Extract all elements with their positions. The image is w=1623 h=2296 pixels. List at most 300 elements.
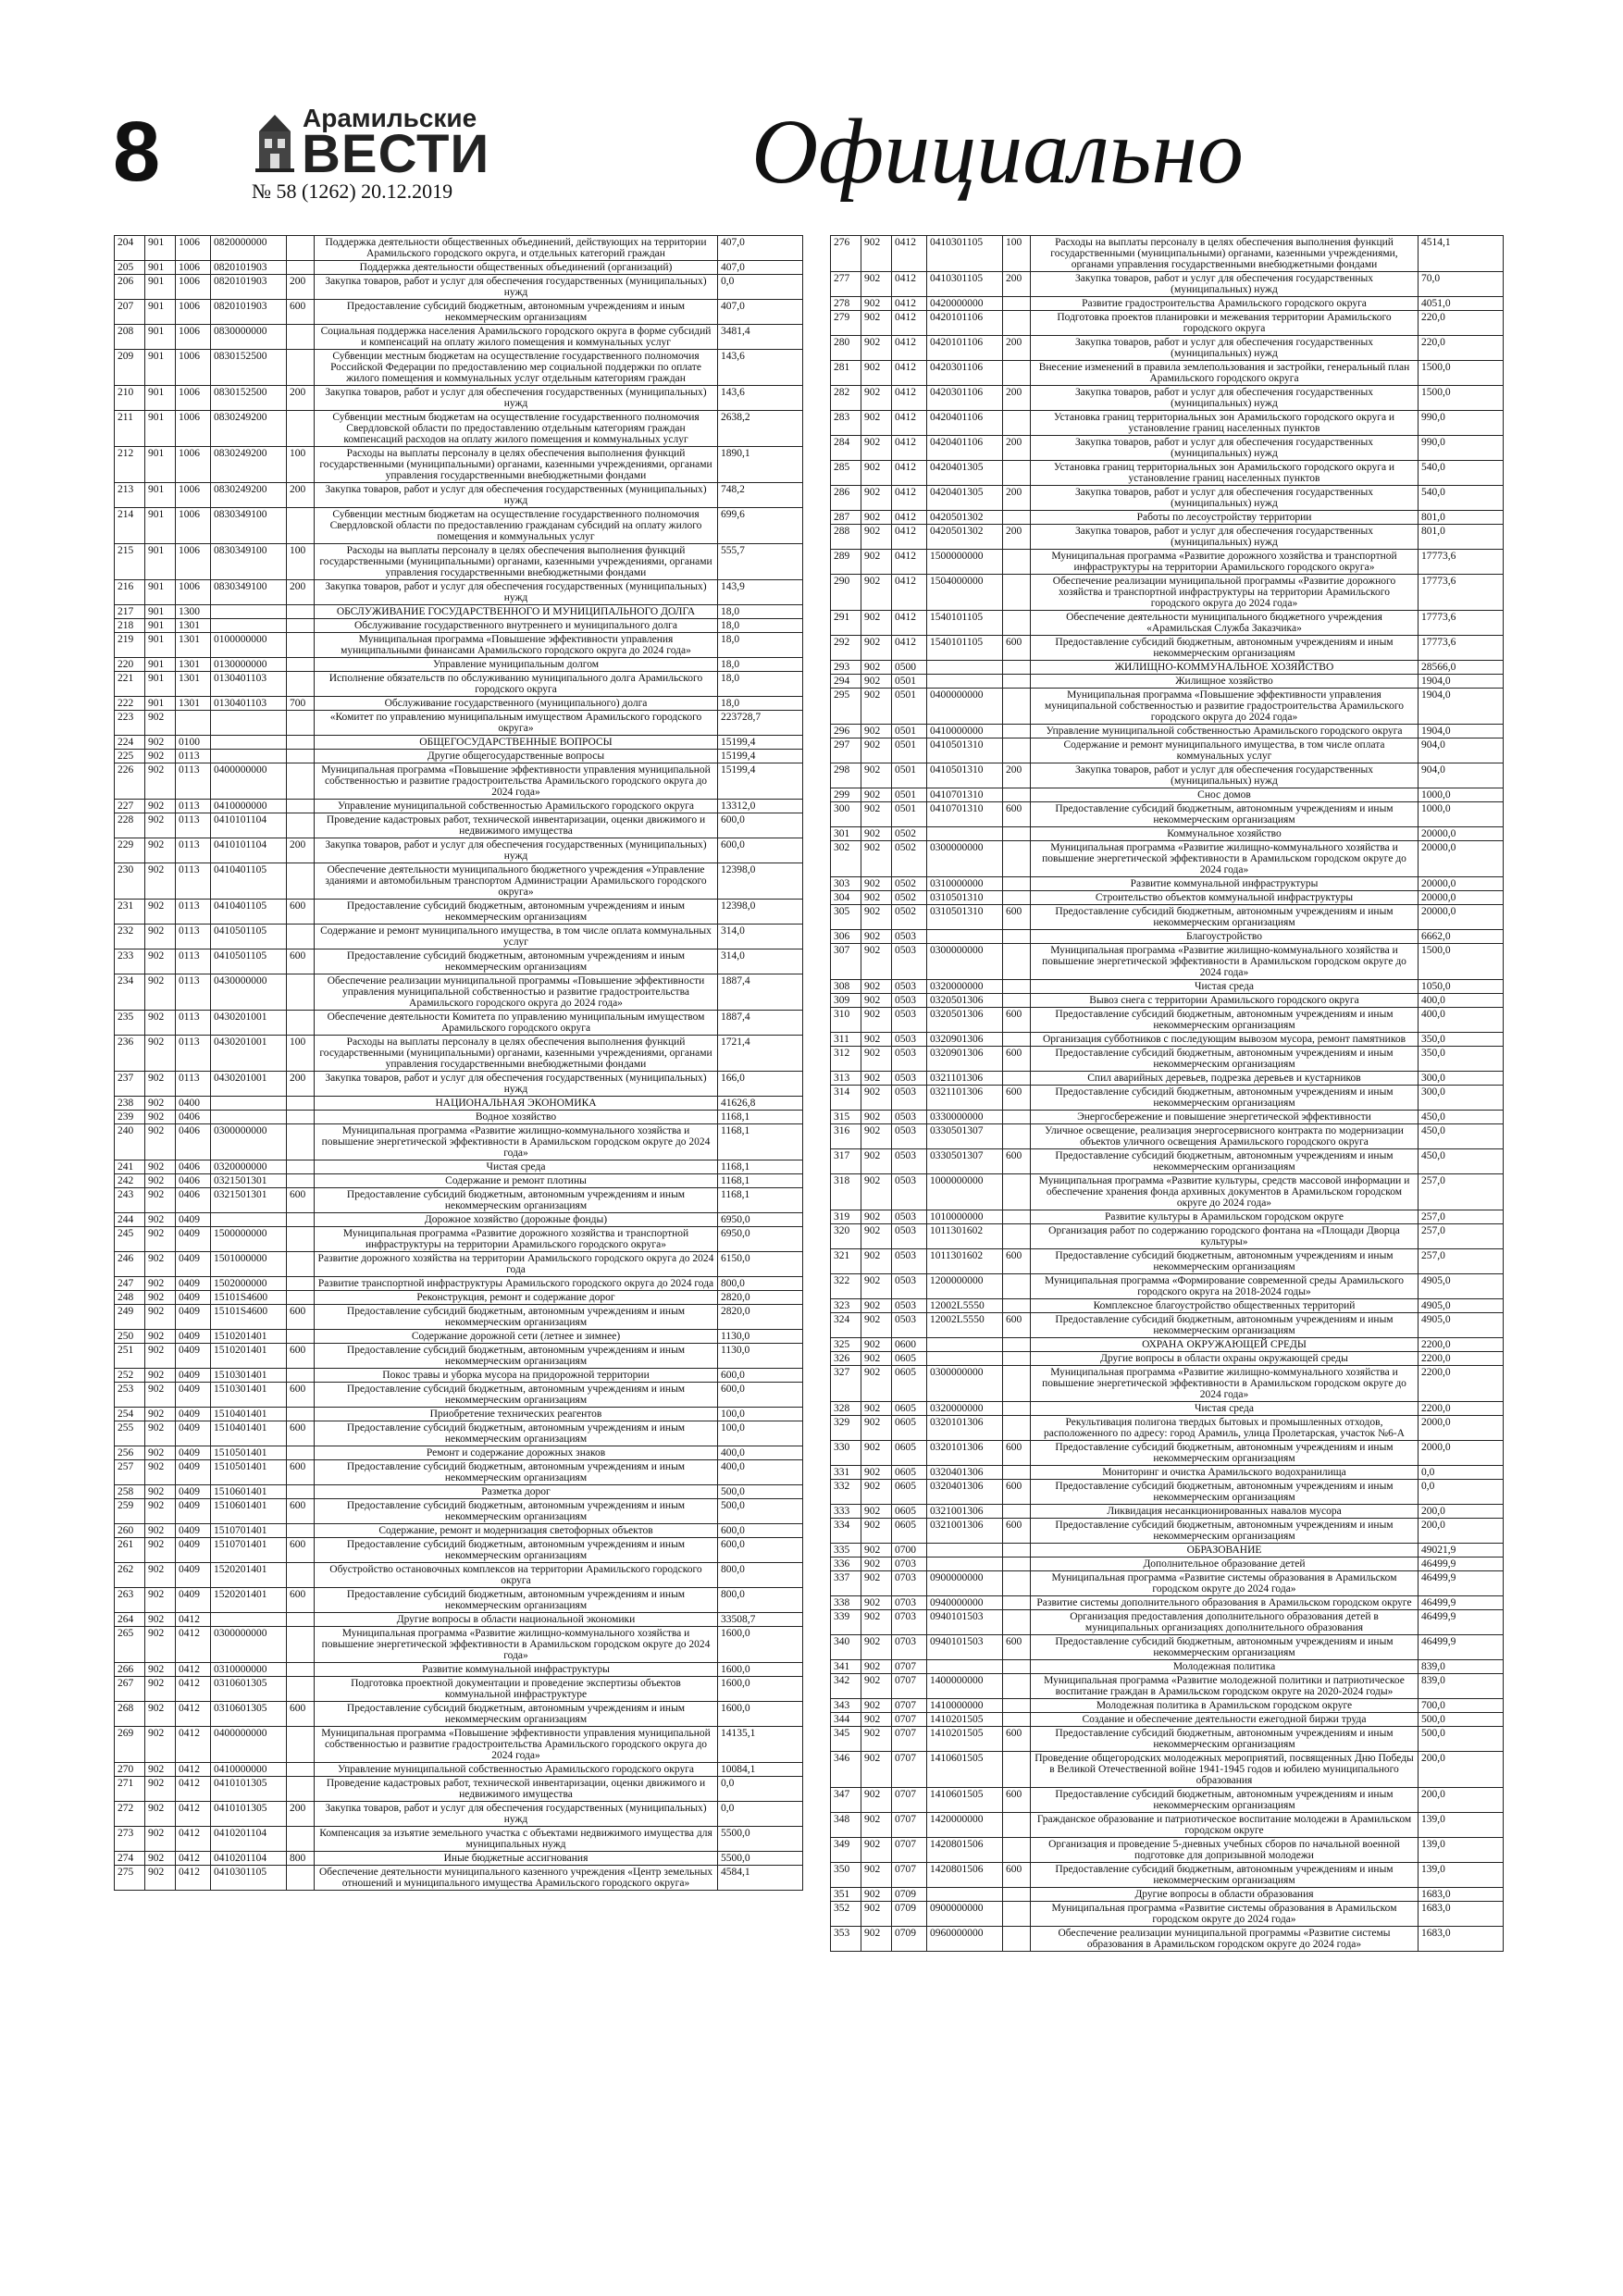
amount: 2200,0 xyxy=(1419,1366,1504,1402)
expense-type-code xyxy=(287,672,315,697)
department-code: 902 xyxy=(861,905,892,930)
amount: 314,0 xyxy=(718,925,803,949)
expense-description: Закупка товаров, работ и услуг для обеспечения государственных (муниципальных) нужд xyxy=(1031,336,1419,361)
row-number: 314 xyxy=(831,1086,861,1111)
expense-type-code xyxy=(287,813,315,838)
amount: 41626,8 xyxy=(718,1097,803,1111)
row-number: 271 xyxy=(115,1777,145,1802)
section-code: 0605 xyxy=(892,1519,927,1544)
department-code: 902 xyxy=(145,1702,176,1727)
row-number: 224 xyxy=(115,736,145,750)
department-code: 902 xyxy=(861,675,892,689)
expense-description: Чистая среда xyxy=(1031,980,1419,994)
target-article-code: 0900000000 xyxy=(927,1902,1003,1927)
expense-description: Молодежная политика xyxy=(1031,1660,1419,1674)
table-row xyxy=(831,1519,1504,1544)
table-row xyxy=(831,297,1504,311)
expense-description: Предоставление субсидий бюджетным, автономным учреждениям и иным некоммерческим организациям xyxy=(315,1188,718,1213)
expense-type-code xyxy=(287,1446,315,1460)
table-row xyxy=(115,1344,803,1369)
table-row xyxy=(831,525,1504,550)
target-article-code: 0330000000 xyxy=(927,1111,1003,1124)
target-article-code: 0330501307 xyxy=(927,1124,1003,1149)
target-article-code: 0300000000 xyxy=(211,1627,287,1663)
department-code: 901 xyxy=(145,325,176,350)
budget-table-right xyxy=(830,235,1504,1952)
table-row xyxy=(115,1777,803,1802)
target-article-code: 0430201001 xyxy=(211,1036,287,1072)
target-article-code xyxy=(927,1660,1003,1674)
expense-type-code xyxy=(1003,1902,1031,1927)
row-number: 263 xyxy=(115,1588,145,1613)
row-number: 216 xyxy=(115,580,145,605)
expense-type-code: 600 xyxy=(287,1702,315,1727)
section-code: 1006 xyxy=(176,350,211,386)
table-row xyxy=(831,1047,1504,1072)
department-code: 902 xyxy=(861,661,892,675)
target-article-code xyxy=(211,1613,287,1627)
department-code: 902 xyxy=(145,949,176,974)
row-number: 348 xyxy=(831,1813,861,1838)
target-article-code: 0420501302 xyxy=(927,525,1003,550)
department-code: 902 xyxy=(145,1369,176,1383)
expense-description: Комплексное благоустройство общественных территорий xyxy=(1031,1299,1419,1313)
amount: 6950,0 xyxy=(718,1213,803,1227)
target-article-code: 0410501310 xyxy=(927,763,1003,788)
expense-description: Закупка товаров, работ и услуг для обеспечения государственных (муниципальных) нужд xyxy=(315,483,718,508)
expense-description: Другие вопросы в области национальной экономики xyxy=(315,1613,718,1627)
expense-type-code: 200 xyxy=(1003,436,1031,461)
target-article-code: 0320501306 xyxy=(927,1008,1003,1033)
amount: 143,9 xyxy=(718,580,803,605)
section-code: 0503 xyxy=(892,1149,927,1174)
expense-type-code: 200 xyxy=(287,275,315,300)
section-code: 0409 xyxy=(176,1291,211,1305)
table-row xyxy=(115,658,803,672)
department-code: 901 xyxy=(145,350,176,386)
section-code: 1301 xyxy=(176,633,211,658)
section-code: 0113 xyxy=(176,800,211,813)
row-number: 265 xyxy=(115,1627,145,1663)
section-code: 0703 xyxy=(892,1610,927,1635)
amount: 49021,9 xyxy=(1419,1544,1504,1558)
target-article-code: 0820101903 xyxy=(211,300,287,325)
department-code: 901 xyxy=(145,447,176,483)
table-row xyxy=(115,1460,803,1485)
target-article-code xyxy=(211,619,287,633)
section-code: 0113 xyxy=(176,949,211,974)
section-code: 0502 xyxy=(892,827,927,841)
section-code: 1006 xyxy=(176,236,211,261)
department-code: 902 xyxy=(145,1383,176,1408)
section-code: 0409 xyxy=(176,1213,211,1227)
section-code: 0409 xyxy=(176,1252,211,1277)
section-code: 0412 xyxy=(176,1677,211,1702)
expense-description: ЖИЛИЩНО-КОММУНАЛЬНОЕ ХОЗЯЙСТВО xyxy=(1031,661,1419,675)
section-code: 0412 xyxy=(892,550,927,575)
section-code: 0503 xyxy=(892,1210,927,1224)
expense-description: Предоставление субсидий бюджетным, автономным учреждениям и иным некоммерческим организациям xyxy=(315,1588,718,1613)
row-number: 305 xyxy=(831,905,861,930)
section-code: 0605 xyxy=(892,1505,927,1519)
department-code: 902 xyxy=(861,272,892,297)
table-row xyxy=(831,1299,1504,1313)
table-row xyxy=(831,550,1504,575)
amount: 540,0 xyxy=(1419,486,1504,511)
table-row xyxy=(831,1480,1504,1505)
section-code: 1006 xyxy=(176,411,211,447)
section-code: 0409 xyxy=(176,1369,211,1383)
table-row xyxy=(115,1485,803,1499)
row-number: 233 xyxy=(115,949,145,974)
department-code: 902 xyxy=(861,891,892,905)
expense-description: Энергосбережение и повышение энергетической эффективности xyxy=(1031,1111,1419,1124)
section-code: 0406 xyxy=(176,1160,211,1174)
expense-type-code: 600 xyxy=(287,1383,315,1408)
section-code: 0709 xyxy=(892,1927,927,1952)
table-row xyxy=(831,1927,1504,1952)
section-code: 0409 xyxy=(176,1524,211,1538)
expense-type-code: 600 xyxy=(1003,1863,1031,1888)
row-number: 286 xyxy=(831,486,861,511)
expense-type-code xyxy=(287,236,315,261)
target-article-code: 0410000000 xyxy=(927,725,1003,738)
expense-type-code: 600 xyxy=(287,1460,315,1485)
table-row xyxy=(115,1852,803,1866)
department-code: 902 xyxy=(861,1338,892,1352)
amount: 699,6 xyxy=(718,508,803,544)
department-code: 902 xyxy=(145,1330,176,1344)
row-number: 238 xyxy=(115,1097,145,1111)
table-row xyxy=(831,675,1504,689)
section-code: 0501 xyxy=(892,725,927,738)
department-code: 902 xyxy=(861,236,892,272)
table-row xyxy=(831,336,1504,361)
expense-type-code xyxy=(287,633,315,658)
row-number: 275 xyxy=(115,1866,145,1891)
section-code: 0412 xyxy=(176,1727,211,1763)
amount: 500,0 xyxy=(1419,1727,1504,1752)
expense-description: Управление муниципальной собственностью Арамильского городского округа xyxy=(315,800,718,813)
table-row xyxy=(115,350,803,386)
amount: 300,0 xyxy=(1419,1072,1504,1086)
section-code: 1006 xyxy=(176,261,211,275)
expense-description: Предоставление субсидий бюджетным, автономным учреждениям и иным некоммерческим организациям xyxy=(1031,1441,1419,1466)
table-row xyxy=(831,1699,1504,1713)
department-code: 902 xyxy=(861,1888,892,1902)
section-code: 0409 xyxy=(176,1277,211,1291)
amount: 2820,0 xyxy=(718,1291,803,1305)
expense-description: Закупка товаров, работ и услуг для обеспечения государственных (муниципальных) нужд xyxy=(1031,272,1419,297)
amount: 4514,1 xyxy=(1419,236,1504,272)
table-row xyxy=(831,1571,1504,1596)
target-article-code: 0900000000 xyxy=(927,1571,1003,1596)
target-article-code: 0320101306 xyxy=(927,1441,1003,1466)
row-number: 343 xyxy=(831,1699,861,1713)
section-code: 0707 xyxy=(892,1838,927,1863)
target-article-code: 0410101305 xyxy=(211,1802,287,1827)
section-code: 0709 xyxy=(892,1888,927,1902)
target-article-code: 0940101503 xyxy=(927,1610,1003,1635)
section-code: 0400 xyxy=(176,1097,211,1111)
expense-type-code: 100 xyxy=(1003,236,1031,272)
department-code: 902 xyxy=(861,1788,892,1813)
row-number: 277 xyxy=(831,272,861,297)
target-article-code: 0830152500 xyxy=(211,350,287,386)
amount: 46499,9 xyxy=(1419,1610,1504,1635)
row-number: 255 xyxy=(115,1421,145,1446)
table-row xyxy=(831,1727,1504,1752)
row-number: 323 xyxy=(831,1299,861,1313)
table-row xyxy=(115,1188,803,1213)
section-code: 0412 xyxy=(892,297,927,311)
table-row xyxy=(115,1827,803,1852)
expense-type-code xyxy=(287,1174,315,1188)
amount: 1887,4 xyxy=(718,1011,803,1036)
table-row xyxy=(831,841,1504,877)
department-code: 902 xyxy=(145,838,176,863)
expense-type-code xyxy=(1003,1352,1031,1366)
amount: 990,0 xyxy=(1419,411,1504,436)
department-code: 902 xyxy=(861,1544,892,1558)
table-row xyxy=(115,411,803,447)
row-number: 303 xyxy=(831,877,861,891)
department-code: 902 xyxy=(861,1558,892,1571)
row-number: 308 xyxy=(831,980,861,994)
department-code: 901 xyxy=(145,619,176,633)
table-row xyxy=(831,575,1504,611)
amount: 4584,1 xyxy=(718,1866,803,1891)
row-number: 283 xyxy=(831,411,861,436)
target-article-code: 0830349100 xyxy=(211,508,287,544)
target-article-code: 1540101105 xyxy=(927,611,1003,636)
table-row xyxy=(115,1588,803,1613)
row-number: 234 xyxy=(115,974,145,1011)
table-row xyxy=(831,1544,1504,1558)
table-row xyxy=(831,944,1504,980)
amount: 220,0 xyxy=(1419,336,1504,361)
target-article-code: 0410000000 xyxy=(211,800,287,813)
amount: 4051,0 xyxy=(1419,297,1504,311)
table-row xyxy=(831,1352,1504,1366)
expense-type-code xyxy=(287,325,315,350)
amount: 139,0 xyxy=(1419,1813,1504,1838)
section-code: 0113 xyxy=(176,974,211,1011)
department-code: 902 xyxy=(861,1752,892,1788)
amount: 1600,0 xyxy=(718,1677,803,1702)
department-code: 902 xyxy=(145,763,176,800)
table-row xyxy=(115,1663,803,1677)
expense-type-code: 600 xyxy=(1003,1313,1031,1338)
target-article-code: 0430201001 xyxy=(211,1011,287,1036)
target-article-code: 0310000000 xyxy=(211,1663,287,1677)
target-article-code: 1510201401 xyxy=(211,1344,287,1369)
department-code: 902 xyxy=(145,1160,176,1174)
expense-type-code xyxy=(1003,1072,1031,1086)
expense-type-code xyxy=(287,1613,315,1627)
target-article-code: 0960000000 xyxy=(927,1927,1003,1952)
department-code: 902 xyxy=(861,1086,892,1111)
expense-description: Муниципальная программа «Формирование современной среды Арамильского городского округа на 2018-2024 годы» xyxy=(1031,1274,1419,1299)
table-row xyxy=(115,1538,803,1563)
amount: 839,0 xyxy=(1419,1660,1504,1674)
city-emblem-icon xyxy=(252,111,298,176)
amount: 10084,1 xyxy=(718,1763,803,1777)
expense-type-code xyxy=(1003,1752,1031,1788)
section-code: 1006 xyxy=(176,483,211,508)
department-code: 902 xyxy=(861,1635,892,1660)
row-number: 318 xyxy=(831,1174,861,1210)
table-row xyxy=(831,788,1504,802)
expense-description: Установка границ территориальных зон Арамильского городского округа и установление границ населенных пунктов xyxy=(1031,411,1419,436)
target-article-code: 1420000000 xyxy=(927,1813,1003,1838)
table-row xyxy=(115,544,803,580)
amount: 1168,1 xyxy=(718,1188,803,1213)
table-row xyxy=(831,486,1504,511)
target-article-code: 0400000000 xyxy=(211,763,287,800)
department-code: 901 xyxy=(145,411,176,447)
department-code: 902 xyxy=(861,763,892,788)
department-code: 902 xyxy=(861,1008,892,1033)
target-article-code: 1520201401 xyxy=(211,1588,287,1613)
amount: 0,0 xyxy=(718,1777,803,1802)
table-row xyxy=(115,1702,803,1727)
expense-description: Закупка товаров, работ и услуг для обеспечения государственных (муниципальных) нужд xyxy=(315,275,718,300)
expense-description: ОБСЛУЖИВАНИЕ ГОСУДАРСТВЕННОГО И МУНИЦИПАЛЬНОГО ДОЛГА xyxy=(315,605,718,619)
table-row xyxy=(831,361,1504,386)
department-code: 902 xyxy=(861,930,892,944)
section-code: 0409 xyxy=(176,1538,211,1563)
department-code: 902 xyxy=(145,1277,176,1291)
section-code: 0113 xyxy=(176,763,211,800)
section-code: 0412 xyxy=(176,1702,211,1727)
section-code: 0409 xyxy=(176,1563,211,1588)
section-code: 0503 xyxy=(892,1224,927,1249)
expense-description: Закупка товаров, работ и услуг для обеспечения государственных (муниципальных) нужд xyxy=(1031,486,1419,511)
expense-type-code: 600 xyxy=(1003,1047,1031,1072)
target-article-code: 0410301105 xyxy=(927,272,1003,297)
row-number: 236 xyxy=(115,1036,145,1072)
department-code: 902 xyxy=(145,1802,176,1827)
expense-description: Предоставление субсидий бюджетным, автономным учреждениям и иным некоммерческим организациям xyxy=(315,1538,718,1563)
expense-description: Предоставление субсидий бюджетным, автономным учреждениям и иным некоммерческим организациям xyxy=(1031,1086,1419,1111)
section-code: 0409 xyxy=(176,1227,211,1252)
department-code: 902 xyxy=(861,611,892,636)
table-row xyxy=(115,619,803,633)
expense-type-code xyxy=(287,658,315,672)
expense-description: Закупка товаров, работ и услуг для обеспечения государственных (муниципальных) нужд xyxy=(1031,525,1419,550)
expense-description: Работы по лесоустройству территории xyxy=(1031,511,1419,525)
target-article-code: 0320000000 xyxy=(927,1402,1003,1416)
department-code: 902 xyxy=(861,1224,892,1249)
amount: 904,0 xyxy=(1419,738,1504,763)
row-number: 313 xyxy=(831,1072,861,1086)
target-article-code: 0300000000 xyxy=(211,1124,287,1160)
expense-description: Муниципальная программа «Развитие системы образования в Арамильском городском округе до 2024 года» xyxy=(1031,1902,1419,1927)
target-article-code: 0320101306 xyxy=(927,1416,1003,1441)
target-article-code: 0830249200 xyxy=(211,447,287,483)
section-code: 0709 xyxy=(892,1902,927,1927)
table-row xyxy=(831,1366,1504,1402)
section-code: 0501 xyxy=(892,788,927,802)
amount: 400,0 xyxy=(718,1460,803,1485)
row-number: 250 xyxy=(115,1330,145,1344)
expense-description: Подготовка проектной документации и проведение экспертизы объектов коммунальной инфраструктуре xyxy=(315,1677,718,1702)
expense-type-code xyxy=(1003,1838,1031,1863)
expense-description: ОБЩЕГОСУДАРСТВЕННЫЕ ВОПРОСЫ xyxy=(315,736,718,750)
expense-type-code xyxy=(287,863,315,900)
expense-description: Предоставление субсидий бюджетным, автономным учреждениям и иным некоммерческим организациям xyxy=(1031,802,1419,827)
department-code: 902 xyxy=(861,386,892,411)
amount: 4905,0 xyxy=(1419,1299,1504,1313)
section-code: 0113 xyxy=(176,925,211,949)
expense-description: Обеспечение деятельности муниципального бюджетного учреждения «Управление зданиями и автомобильным транспортом Администрации Арамильского городского округа» xyxy=(315,863,718,900)
target-article-code xyxy=(211,605,287,619)
table-row xyxy=(115,300,803,325)
section-code: 0503 xyxy=(892,1299,927,1313)
logo-subtitle: Арамильские xyxy=(303,104,477,132)
table-row xyxy=(115,1499,803,1524)
expense-description: Обслуживание государственного (муниципального) долга xyxy=(315,697,718,711)
page-number: 8 xyxy=(113,105,161,199)
section-code: 0707 xyxy=(892,1788,927,1813)
amount: 2200,0 xyxy=(1419,1352,1504,1366)
row-number: 347 xyxy=(831,1788,861,1813)
amount: 143,6 xyxy=(718,350,803,386)
target-article-code: 0130401103 xyxy=(211,672,287,697)
expense-description: Муниципальная программа «Развитие жилищно-коммунального хозяйства и повышение энергетической эффективности в Арамильском городском округе до 2024 года» xyxy=(1031,944,1419,980)
department-code: 902 xyxy=(861,1713,892,1727)
row-number: 316 xyxy=(831,1124,861,1149)
row-number: 223 xyxy=(115,711,145,736)
section-code: 0707 xyxy=(892,1813,927,1838)
department-code: 902 xyxy=(861,725,892,738)
row-number: 264 xyxy=(115,1613,145,1627)
logo-title: ВЕСТИ xyxy=(302,124,490,184)
row-number: 340 xyxy=(831,1635,861,1660)
amount: 17773,6 xyxy=(1419,611,1504,636)
section-code: 0501 xyxy=(892,802,927,827)
department-code: 902 xyxy=(145,1446,176,1460)
target-article-code: 0321001306 xyxy=(927,1519,1003,1544)
expense-type-code xyxy=(287,1663,315,1677)
department-code: 901 xyxy=(145,697,176,711)
target-article-code: 1501000000 xyxy=(211,1252,287,1277)
section-code: 0503 xyxy=(892,1124,927,1149)
row-number: 251 xyxy=(115,1344,145,1369)
table-row xyxy=(831,1008,1504,1033)
row-number: 325 xyxy=(831,1338,861,1352)
department-code: 902 xyxy=(145,736,176,750)
table-row xyxy=(831,1596,1504,1610)
department-code: 902 xyxy=(145,1036,176,1072)
department-code: 901 xyxy=(145,508,176,544)
target-article-code xyxy=(927,1558,1003,1571)
target-article-code: 1502000000 xyxy=(211,1277,287,1291)
row-number: 351 xyxy=(831,1888,861,1902)
amount: 600,0 xyxy=(718,1383,803,1408)
amount: 1600,0 xyxy=(718,1627,803,1663)
department-code: 902 xyxy=(861,1902,892,1927)
section-code: 1006 xyxy=(176,508,211,544)
amount: 18,0 xyxy=(718,605,803,619)
department-code: 902 xyxy=(861,1111,892,1124)
amount: 257,0 xyxy=(1419,1210,1504,1224)
department-code: 902 xyxy=(861,1674,892,1699)
department-code: 902 xyxy=(861,1072,892,1086)
expense-type-code xyxy=(1003,611,1031,636)
row-number: 272 xyxy=(115,1802,145,1827)
